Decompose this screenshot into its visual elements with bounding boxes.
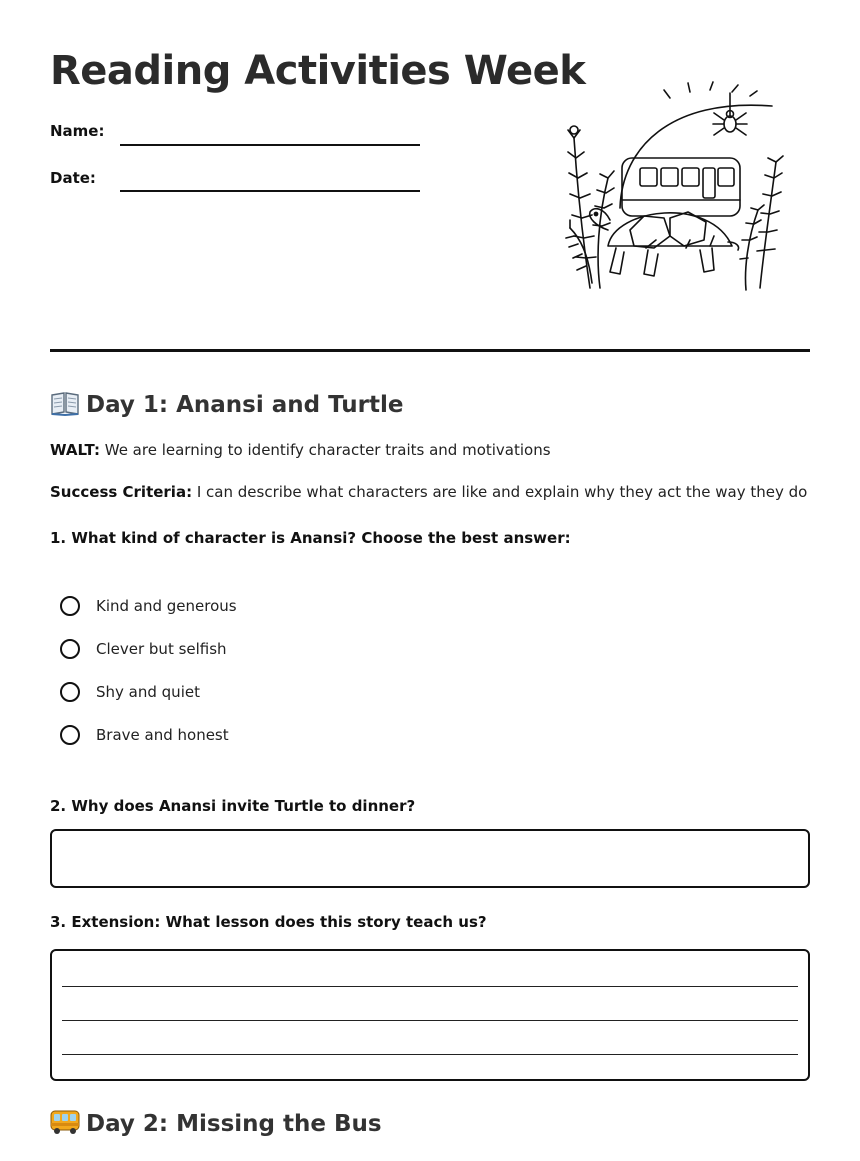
success-criteria-label: Success Criteria: bbox=[50, 483, 193, 501]
question-1: 1. What kind of character is Anansi? Choose the best answer: bbox=[50, 529, 571, 547]
radio-button[interactable] bbox=[60, 596, 80, 616]
question-3: 3. Extension: What lesson does this story teach us? bbox=[50, 913, 487, 931]
day1-heading bbox=[50, 390, 404, 418]
walt-line bbox=[50, 441, 551, 459]
option-clever-but-selfish[interactable] bbox=[60, 636, 227, 662]
page-title: Reading Activities Week bbox=[50, 48, 586, 94]
writing-line bbox=[62, 986, 798, 987]
fern-left bbox=[566, 126, 614, 288]
branch-line bbox=[620, 105, 772, 208]
radio-button[interactable] bbox=[60, 639, 80, 659]
date-field[interactable] bbox=[120, 190, 420, 192]
q3-answer-box[interactable] bbox=[50, 949, 810, 1081]
bus-icon bbox=[50, 1109, 80, 1135]
q2-answer-box[interactable] bbox=[50, 829, 810, 888]
writing-line bbox=[62, 1054, 798, 1055]
date-label: Date: bbox=[50, 169, 96, 187]
radio-button[interactable] bbox=[60, 682, 80, 702]
walt-label: WALT: bbox=[50, 441, 100, 459]
radio-button[interactable] bbox=[60, 725, 80, 745]
option-shy-and-quiet[interactable] bbox=[60, 679, 200, 705]
anansi-turtle-bus-illustration bbox=[560, 78, 790, 300]
name-label: Name: bbox=[50, 122, 105, 140]
bus-icon bbox=[622, 158, 740, 216]
open-book-icon bbox=[50, 390, 80, 416]
fern-right bbox=[740, 156, 783, 290]
option-label: Clever but selfish bbox=[96, 640, 227, 658]
section-divider bbox=[50, 349, 810, 352]
day1-heading-text: Day 1: Anansi and Turtle bbox=[86, 392, 404, 418]
turtle-icon bbox=[590, 209, 739, 276]
option-label: Brave and honest bbox=[96, 726, 229, 744]
option-label: Shy and quiet bbox=[96, 683, 200, 701]
option-label: Kind and generous bbox=[96, 597, 237, 615]
question-2: 2. Why does Anansi invite Turtle to dinner? bbox=[50, 797, 416, 815]
option-brave-and-honest[interactable] bbox=[60, 722, 229, 748]
day2-heading-text: Day 2: Missing the Bus bbox=[86, 1111, 382, 1137]
name-field[interactable] bbox=[120, 144, 420, 146]
walt-text: We are learning to identify character traits and motivations bbox=[99, 441, 551, 459]
success-criteria-line bbox=[50, 483, 807, 501]
option-kind-and-generous[interactable] bbox=[60, 593, 237, 619]
success-criteria-text: I can describe what characters are like and explain why they act the way they do bbox=[192, 483, 808, 501]
writing-line bbox=[62, 1020, 798, 1021]
day2-heading bbox=[50, 1109, 382, 1137]
